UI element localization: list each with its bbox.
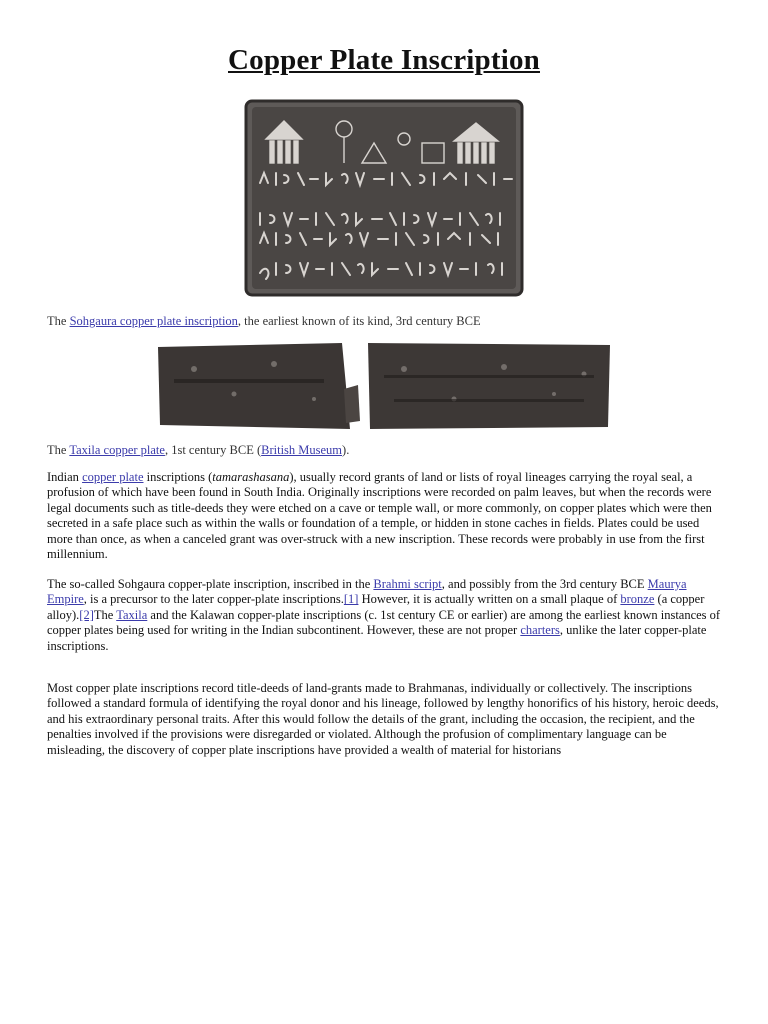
caption-text: ). [342,443,350,457]
para-text: , unlike the later copper-plate inscriptions. [47,623,707,653]
copper-plate-link[interactable]: copper plate [82,470,144,484]
sohgaura-link[interactable]: Sohgaura copper plate inscription [69,314,238,328]
maurya-empire-link[interactable]: Maurya Empire [47,577,687,607]
para-text: (a copper alloy). [47,592,705,622]
paragraph-1 [47,470,727,562]
para-text: However, it is actually written on a small plaque of [358,592,621,607]
charters-link[interactable]: charters [520,623,560,638]
footnote-1-link[interactable]: [1] [343,592,359,607]
para-text: The [93,607,117,622]
taxila-plate-image [154,339,614,433]
sohgaura-plate-image [244,99,524,297]
para-text: Indian [47,470,83,484]
para-text: and the Kalawan copper-plate inscriptions (c. 1st century CE or earlier) are among the earliest known instances of copper plates being used for writing in the Indian subcontinent. However, these are not proper [47,607,721,638]
para-text: inscriptions ( [143,470,213,484]
page-title: Copper Plate Inscription [228,44,540,76]
caption-text: The [47,443,70,457]
caption-text: The [47,314,70,328]
caption-text: , the earliest known of its kind, 3rd century BCE [237,314,481,328]
brahmi-script-link[interactable]: Brahmi script [373,577,442,591]
taxila-caption [47,443,349,458]
para-text: ), usually record grants of land or lists of royal lineages carrying the royal seal, a profusion of which have been found in South India. Originally inscriptions were recorded on palm leaves, but when the records were legal documents such as title-deeds they were etched on a cave or temple wall, or more commonly, on copper plates which were then secreted in a safe place such as within the walls or foundation of a temple, or hidden in stone caches in fields. Plates could be used more than once, as when a canceled grant was over-struck with a new inscription. These records were probably in use from the first millennium. [47,470,712,562]
bronze-link[interactable]: bronze [620,592,655,607]
para-text: , is a precursor to the later copper-plate inscriptions. [83,592,344,607]
caption-text: , 1st century BCE ( [164,443,262,457]
paragraph-2 [47,577,727,654]
footnote-2-link[interactable]: [2] [79,607,94,622]
sohgaura-caption [47,314,481,329]
taxila-plate-link[interactable]: Taxila copper plate [69,443,165,457]
tamarashasana-term: tamarashasana [212,470,290,484]
taxila-link[interactable]: Taxila [116,607,148,622]
paragraph-3: Most copper plate inscriptions record title-deeds of land-grants made to Brahmanas, individually or collectively. The inscriptions followed a standard formula of identifying the royal donor and his lineage, followed by lengthy honorifics of his history, heroic deeds, and his extraordinary personal traits. After this would follow the details of the grant, including the occasion, the recipient, and the penalties involved if the provisions were disregarded or violated. Although the profusion of complimentary language can be misleading, the discovery of copper plate inscriptions have provided a wealth of material for historians [47,681,719,757]
para-text: The so-called Sohgaura copper-plate inscription, inscribed in the [47,577,374,591]
para-text: , and possibly from the 3rd century BCE [441,577,648,591]
british-museum-link[interactable]: British Museum [261,443,343,457]
